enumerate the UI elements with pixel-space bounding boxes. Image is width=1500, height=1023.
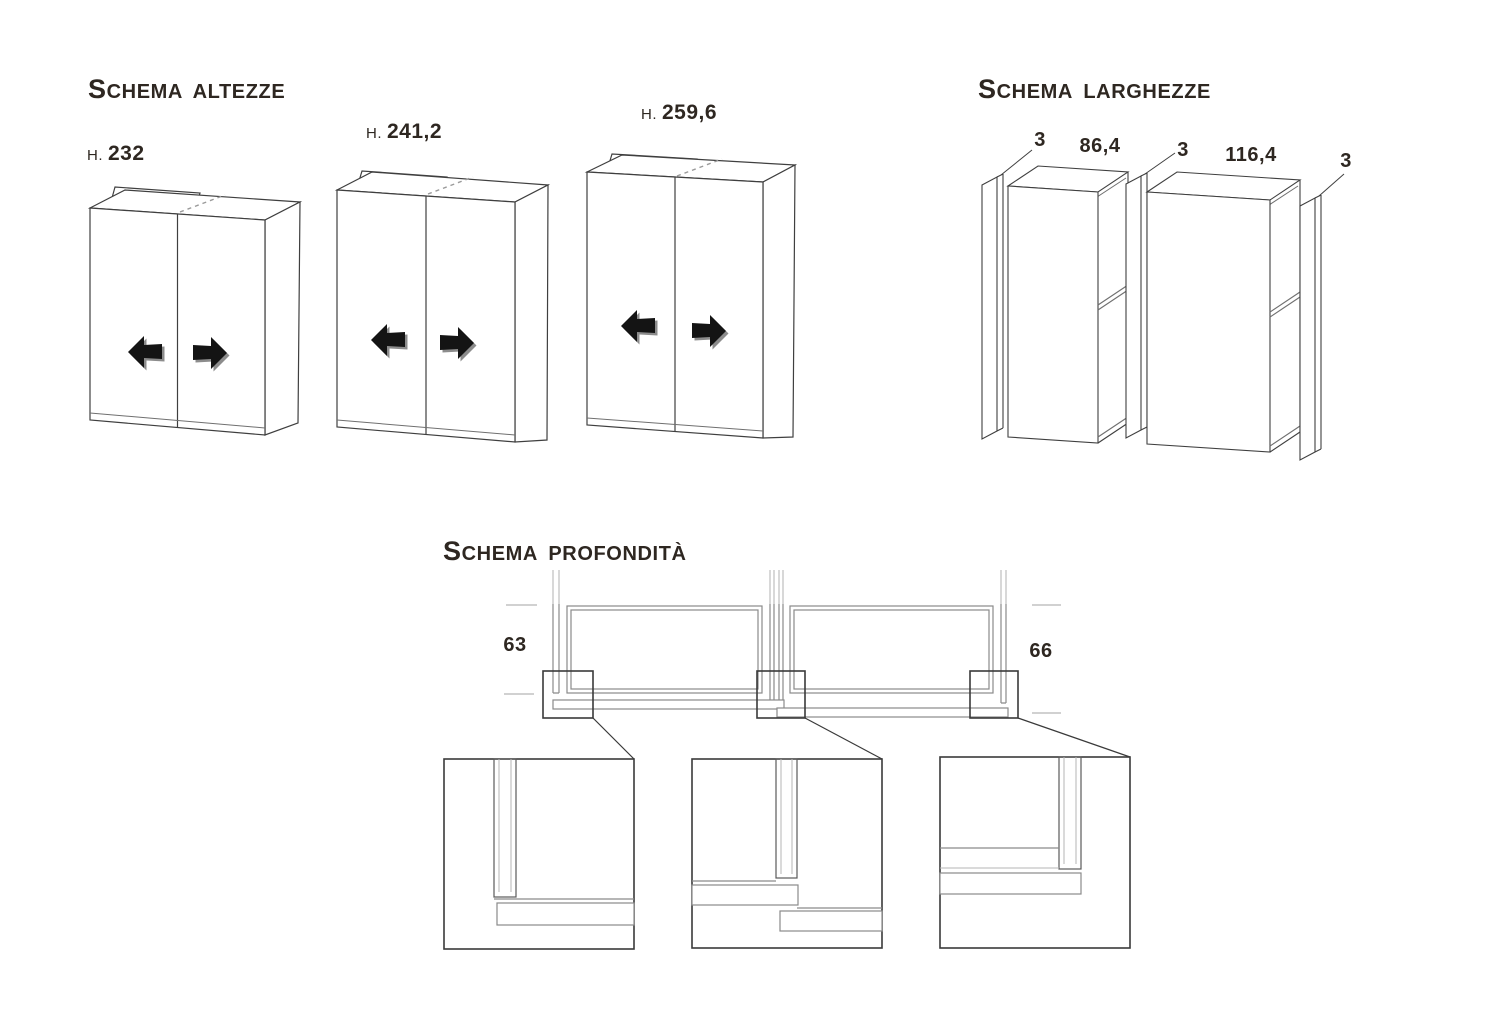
cabinet-116-drawing bbox=[1147, 172, 1300, 452]
height-value: 259,6 bbox=[662, 101, 718, 124]
depth-label-63: 63 bbox=[503, 634, 527, 656]
height-prefix: H. bbox=[87, 147, 103, 164]
detail-box-left-corner bbox=[444, 759, 634, 949]
bottom-shelf bbox=[1270, 432, 1300, 452]
detail-door-strip bbox=[497, 903, 634, 925]
width-label-panel-right: 3 bbox=[1340, 150, 1352, 172]
bottom-shelf bbox=[1098, 417, 1128, 437]
plan-side-panels bbox=[553, 570, 1006, 604]
plan-door-66 bbox=[777, 708, 1008, 717]
width-label-panel-middle: 3 bbox=[1177, 139, 1189, 161]
callout-left-corner bbox=[543, 671, 593, 718]
depth-label-66: 66 bbox=[1029, 640, 1053, 662]
plan-side-panels-lower bbox=[553, 604, 1006, 707]
detail-door-strip bbox=[940, 873, 1081, 894]
front-face bbox=[1008, 186, 1098, 443]
plan-door-strips bbox=[553, 700, 1008, 717]
height-value: 232 bbox=[108, 142, 145, 165]
depth-plan-view bbox=[444, 570, 1130, 949]
height-label-232 bbox=[87, 142, 145, 166]
cabinet-86-drawing bbox=[1008, 166, 1128, 443]
side-face bbox=[763, 165, 795, 438]
plan-door-63 bbox=[553, 700, 784, 709]
detail-leader-lines bbox=[593, 718, 1130, 759]
wardrobe-h232-drawing bbox=[90, 187, 300, 435]
mid-shelf bbox=[1098, 290, 1128, 310]
height-label-241 bbox=[366, 120, 442, 144]
height-prefix: H. bbox=[641, 106, 657, 123]
detail-box-middle-junction bbox=[692, 759, 882, 948]
mid-shelf bbox=[1270, 292, 1300, 312]
bottom-shelf bbox=[1270, 426, 1300, 446]
plan-cabinet-66 bbox=[790, 606, 993, 693]
height-prefix: H. bbox=[366, 125, 382, 142]
side-face bbox=[265, 202, 300, 435]
leader-line bbox=[1001, 150, 1032, 175]
height-value: 241,2 bbox=[387, 120, 443, 143]
mid-shelf bbox=[1270, 297, 1300, 317]
detail-side-panel bbox=[494, 759, 516, 897]
front-face bbox=[1147, 192, 1270, 452]
detail-side-panel bbox=[776, 759, 797, 878]
detail-door-strip bbox=[692, 885, 798, 905]
side-face bbox=[515, 185, 548, 442]
detail-side-panel bbox=[1059, 757, 1081, 869]
width-schema-drawing bbox=[982, 150, 1344, 460]
width-label-116: 116,4 bbox=[1225, 144, 1277, 166]
plan-cabinet-63 bbox=[567, 606, 762, 693]
detail-box-right-corner bbox=[940, 757, 1130, 948]
leader-line bbox=[1319, 174, 1344, 196]
height-label-259 bbox=[641, 101, 717, 125]
widths-section-title: SCHEMA LARGHEZZE bbox=[978, 74, 1211, 104]
wardrobe-h259-drawing bbox=[587, 154, 795, 438]
detail-door-strip bbox=[780, 911, 882, 931]
depths-section-title: SCHEMA PROFONDITÀ bbox=[443, 536, 687, 566]
side-panel-3cm bbox=[1300, 174, 1344, 460]
wardrobe-h241-drawing bbox=[337, 171, 548, 442]
heights-section-title: SCHEMA ALTEZZE bbox=[88, 74, 286, 104]
bottom-shelf bbox=[1098, 423, 1128, 443]
width-label-panel-left: 3 bbox=[1034, 129, 1046, 151]
mid-shelf bbox=[1098, 285, 1128, 305]
width-label-86: 86,4 bbox=[1079, 135, 1121, 157]
